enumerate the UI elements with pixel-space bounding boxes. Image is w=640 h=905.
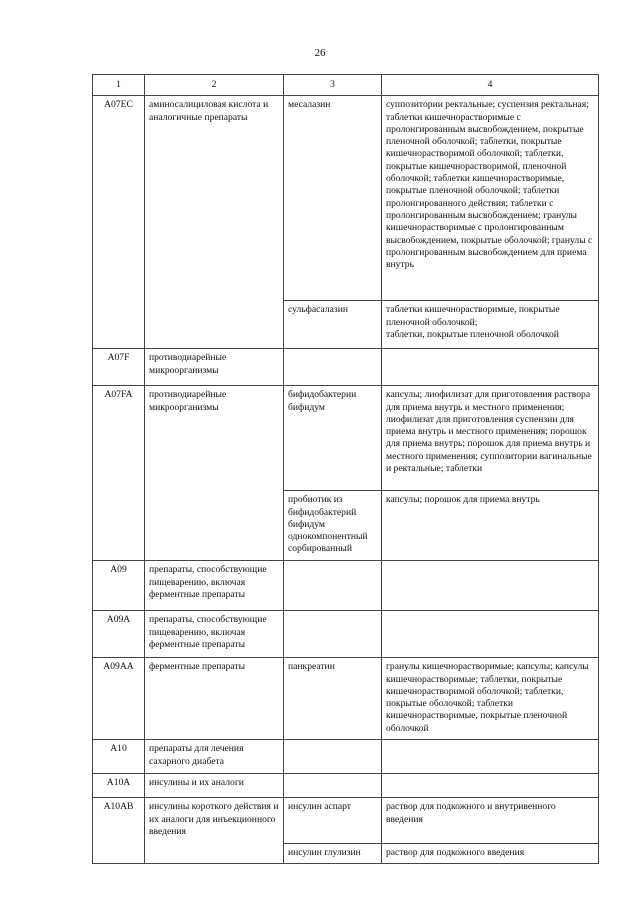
table-row [93,96,599,301]
pharmacological-group: противодиарейные микроорганизмы [145,386,284,561]
atc-code: A07FA [93,386,145,561]
dosage-form: гранулы кишечнорастворимые; капсулы; капсулы кишечнорастворимые; таблетки, покрытые кишечнорастворимой оболочкой; таблетки, покрытые оболочкой; таблетки кишечнорастворимые, покрытые пленочной оболочкой [382,658,599,740]
atc-code: A09A [93,611,145,658]
dosage-form [382,561,599,611]
drug-name [284,611,382,658]
table-row [93,386,599,491]
pharmacological-group: противодиарейные микроорганизмы [145,349,284,386]
page-number: 26 [314,47,326,59]
drug-name [284,740,382,774]
dosage-form [382,611,599,658]
pharmacological-group: ферментные препараты [145,658,284,740]
table-row [93,740,599,774]
drug-name [284,561,382,611]
pharmacological-group: препараты, способствующие пищеварению, включая ферментные препараты [145,611,284,658]
dosage-form: раствор для подкожного и внутривенного введения [382,798,599,844]
drug-name: сульфасалазин [284,301,382,349]
table-row [93,611,599,658]
medication-table [92,74,599,864]
drug-name [284,774,382,798]
table-row [93,349,599,386]
header-cell: 2 [145,75,284,96]
dosage-form-line: таблетки, покрытые пленочной оболочкой [386,328,559,340]
pharmacological-group: инсулины короткого действия и их аналоги для инъекционного введения [145,798,284,864]
dosage-form [382,774,599,798]
atc-code: A10 [93,740,145,774]
header-cell: 4 [382,75,599,96]
header-cell: 3 [284,75,382,96]
dosage-form: капсулы; лиофилизат для приготовления раствора для приема внутрь и местного применения; лиофилизат для приготовления суспензии для приема внутрь и местного применения; порошок для приема внутрь; порошок для приема внутрь и местного применения; суппозитории вагинальные и ректальные; таблетки [382,386,599,491]
table-header-row [93,75,599,96]
dosage-form [382,349,599,386]
dosage-form [382,740,599,774]
table-row [93,774,599,798]
drug-name: пробиотик из бифидобактерий бифидум однокомпонентный сорбированный [284,491,382,561]
drug-name: панкреатин [284,658,382,740]
drug-name: месалазин [284,96,382,301]
atc-code: A09AA [93,658,145,740]
atc-code: A10A [93,774,145,798]
dosage-form: суппозитории ректальные; суспензия ректальная; таблетки кишечнорастворимые с пролонгированным высвобождением, покрытые пленочной оболочкой; таблетки, покрытые кишечнорастворимой оболочкой; таблетки, покрытые кишечнорастворимой, пленочной оболочкой; таблетки кишечнорастворимые, покрытые пленочной оболочкой; таблетки пролонгированного действия; таблетки с пролонгированным высвобождением; гранулы кишечнорастворимые с пролонгированным высвобождением, покрытые оболочкой; гранулы с пролонгированным высвобождением для приема внутрь [382,96,599,301]
atc-code: A07EC [93,96,145,349]
pharmacological-group: инсулины и их аналоги [145,774,284,798]
drug-name: инсулин аспарт [284,798,382,844]
dosage-form: капсулы; порошок для приема внутрь [382,491,599,561]
table-row [93,658,599,740]
atc-code: A09 [93,561,145,611]
table-row [93,798,599,844]
drug-name: инсулин глулизин [284,844,382,864]
dosage-form-line: таблетки кишечнорастворимые, покрытые пленочной оболочкой; [386,304,560,328]
drug-name: бифидобактерии бифидум [284,386,382,491]
atc-code: A07F [93,349,145,386]
dosage-form: раствор для подкожного введения [382,844,599,864]
header-cell: 1 [93,75,145,96]
atc-code: A10AB [93,798,145,864]
dosage-form [382,301,599,349]
pharmacological-group: препараты, способствующие пищеварению, включая ферментные препараты [145,561,284,611]
table-row [93,561,599,611]
drug-name [284,349,382,386]
pharmacological-group: препараты для лечения сахарного диабета [145,740,284,774]
pharmacological-group: аминосалициловая кислота и аналогичные препараты [145,96,284,349]
